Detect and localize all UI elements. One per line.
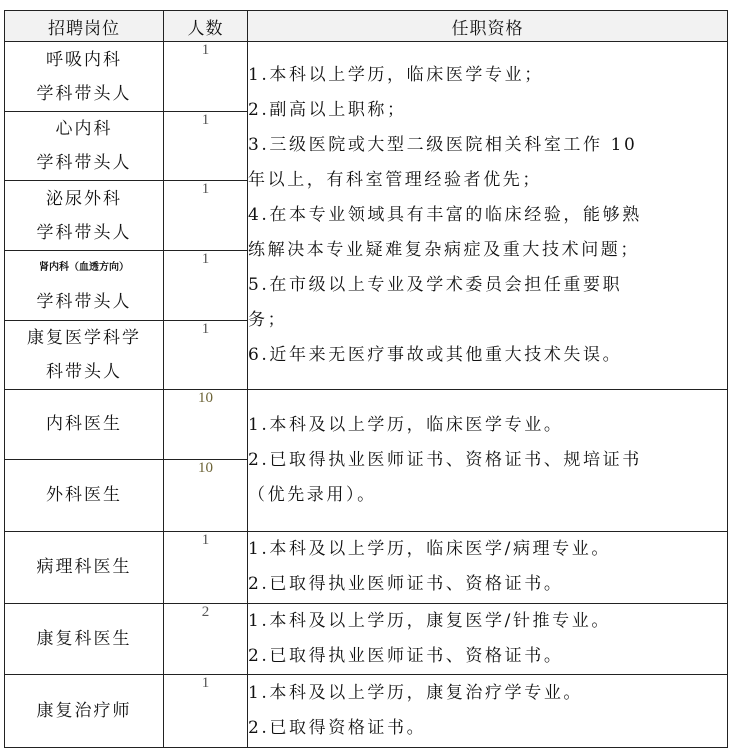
header-row — [5, 11, 728, 42]
header-position: 招聘岗位 — [5, 11, 164, 42]
recruitment-table — [4, 10, 728, 748]
count-cell: 1 — [164, 250, 248, 320]
count-cell: 1 — [164, 42, 248, 112]
position-cell: 内科医生 — [5, 390, 164, 460]
position-cell: 心内科 学科带头人 — [5, 111, 164, 181]
position-cell: 外科医生 — [5, 459, 164, 532]
table-row — [5, 675, 728, 748]
position-cell: 康复医学科学 科带头人 — [5, 320, 164, 390]
count-cell: 10 — [164, 390, 248, 460]
qualification-cell: 1.本科及以上学历，临床医学/病理专业。 2.已取得执业医师证书、资格证书。 — [248, 532, 728, 604]
count-cell: 2 — [164, 603, 248, 675]
position-cell: 肾内科（血透方向） 学科带头人 — [5, 250, 164, 320]
count-cell: 1 — [164, 111, 248, 181]
qualification-cell: 1.本科及以上学历，康复治疗学专业。 2.已取得资格证书。 — [248, 675, 728, 748]
table-row — [5, 390, 728, 460]
position-cell: 康复科医生 — [5, 603, 164, 675]
header-count: 人数 — [164, 11, 248, 42]
position-cell: 病理科医生 — [5, 532, 164, 604]
header-qualification: 任职资格 — [248, 11, 728, 42]
table-row — [5, 603, 728, 675]
position-cell: 泌尿外科 学科带头人 — [5, 181, 164, 251]
count-cell: 1 — [164, 532, 248, 604]
count-cell: 1 — [164, 181, 248, 251]
qualification-cell: 1.本科及以上学历，临床医学专业。 2.已取得执业医师证书、资格证书、规培证书 （优先录用）。 — [248, 390, 728, 532]
position-cell: 呼吸内科 学科带头人 — [5, 42, 164, 112]
qualification-cell: 1.本科及以上学历，康复医学/针推专业。 2.已取得执业医师证书、资格证书。 — [248, 603, 728, 675]
position-cell: 康复治疗师 — [5, 675, 164, 748]
table-row — [5, 42, 728, 112]
table-row — [5, 532, 728, 604]
qualification-cell: 1.本科以上学历，临床医学专业； 2.副高以上职称； 3.三级医院或大型二级医院相关科室工作 10 年以上，有科室管理经验者优先； 4.在本专业领域具有丰富的临床经验，能够熟 练解决本专业疑难复杂病症及重大技术问题； 5.在市级以上专业及学术委员会担任重要职 务； 6.近年来无医疗事故或其他重大技术失误。 — [248, 42, 728, 390]
count-cell: 10 — [164, 459, 248, 532]
count-cell: 1 — [164, 320, 248, 390]
count-cell: 1 — [164, 675, 248, 748]
